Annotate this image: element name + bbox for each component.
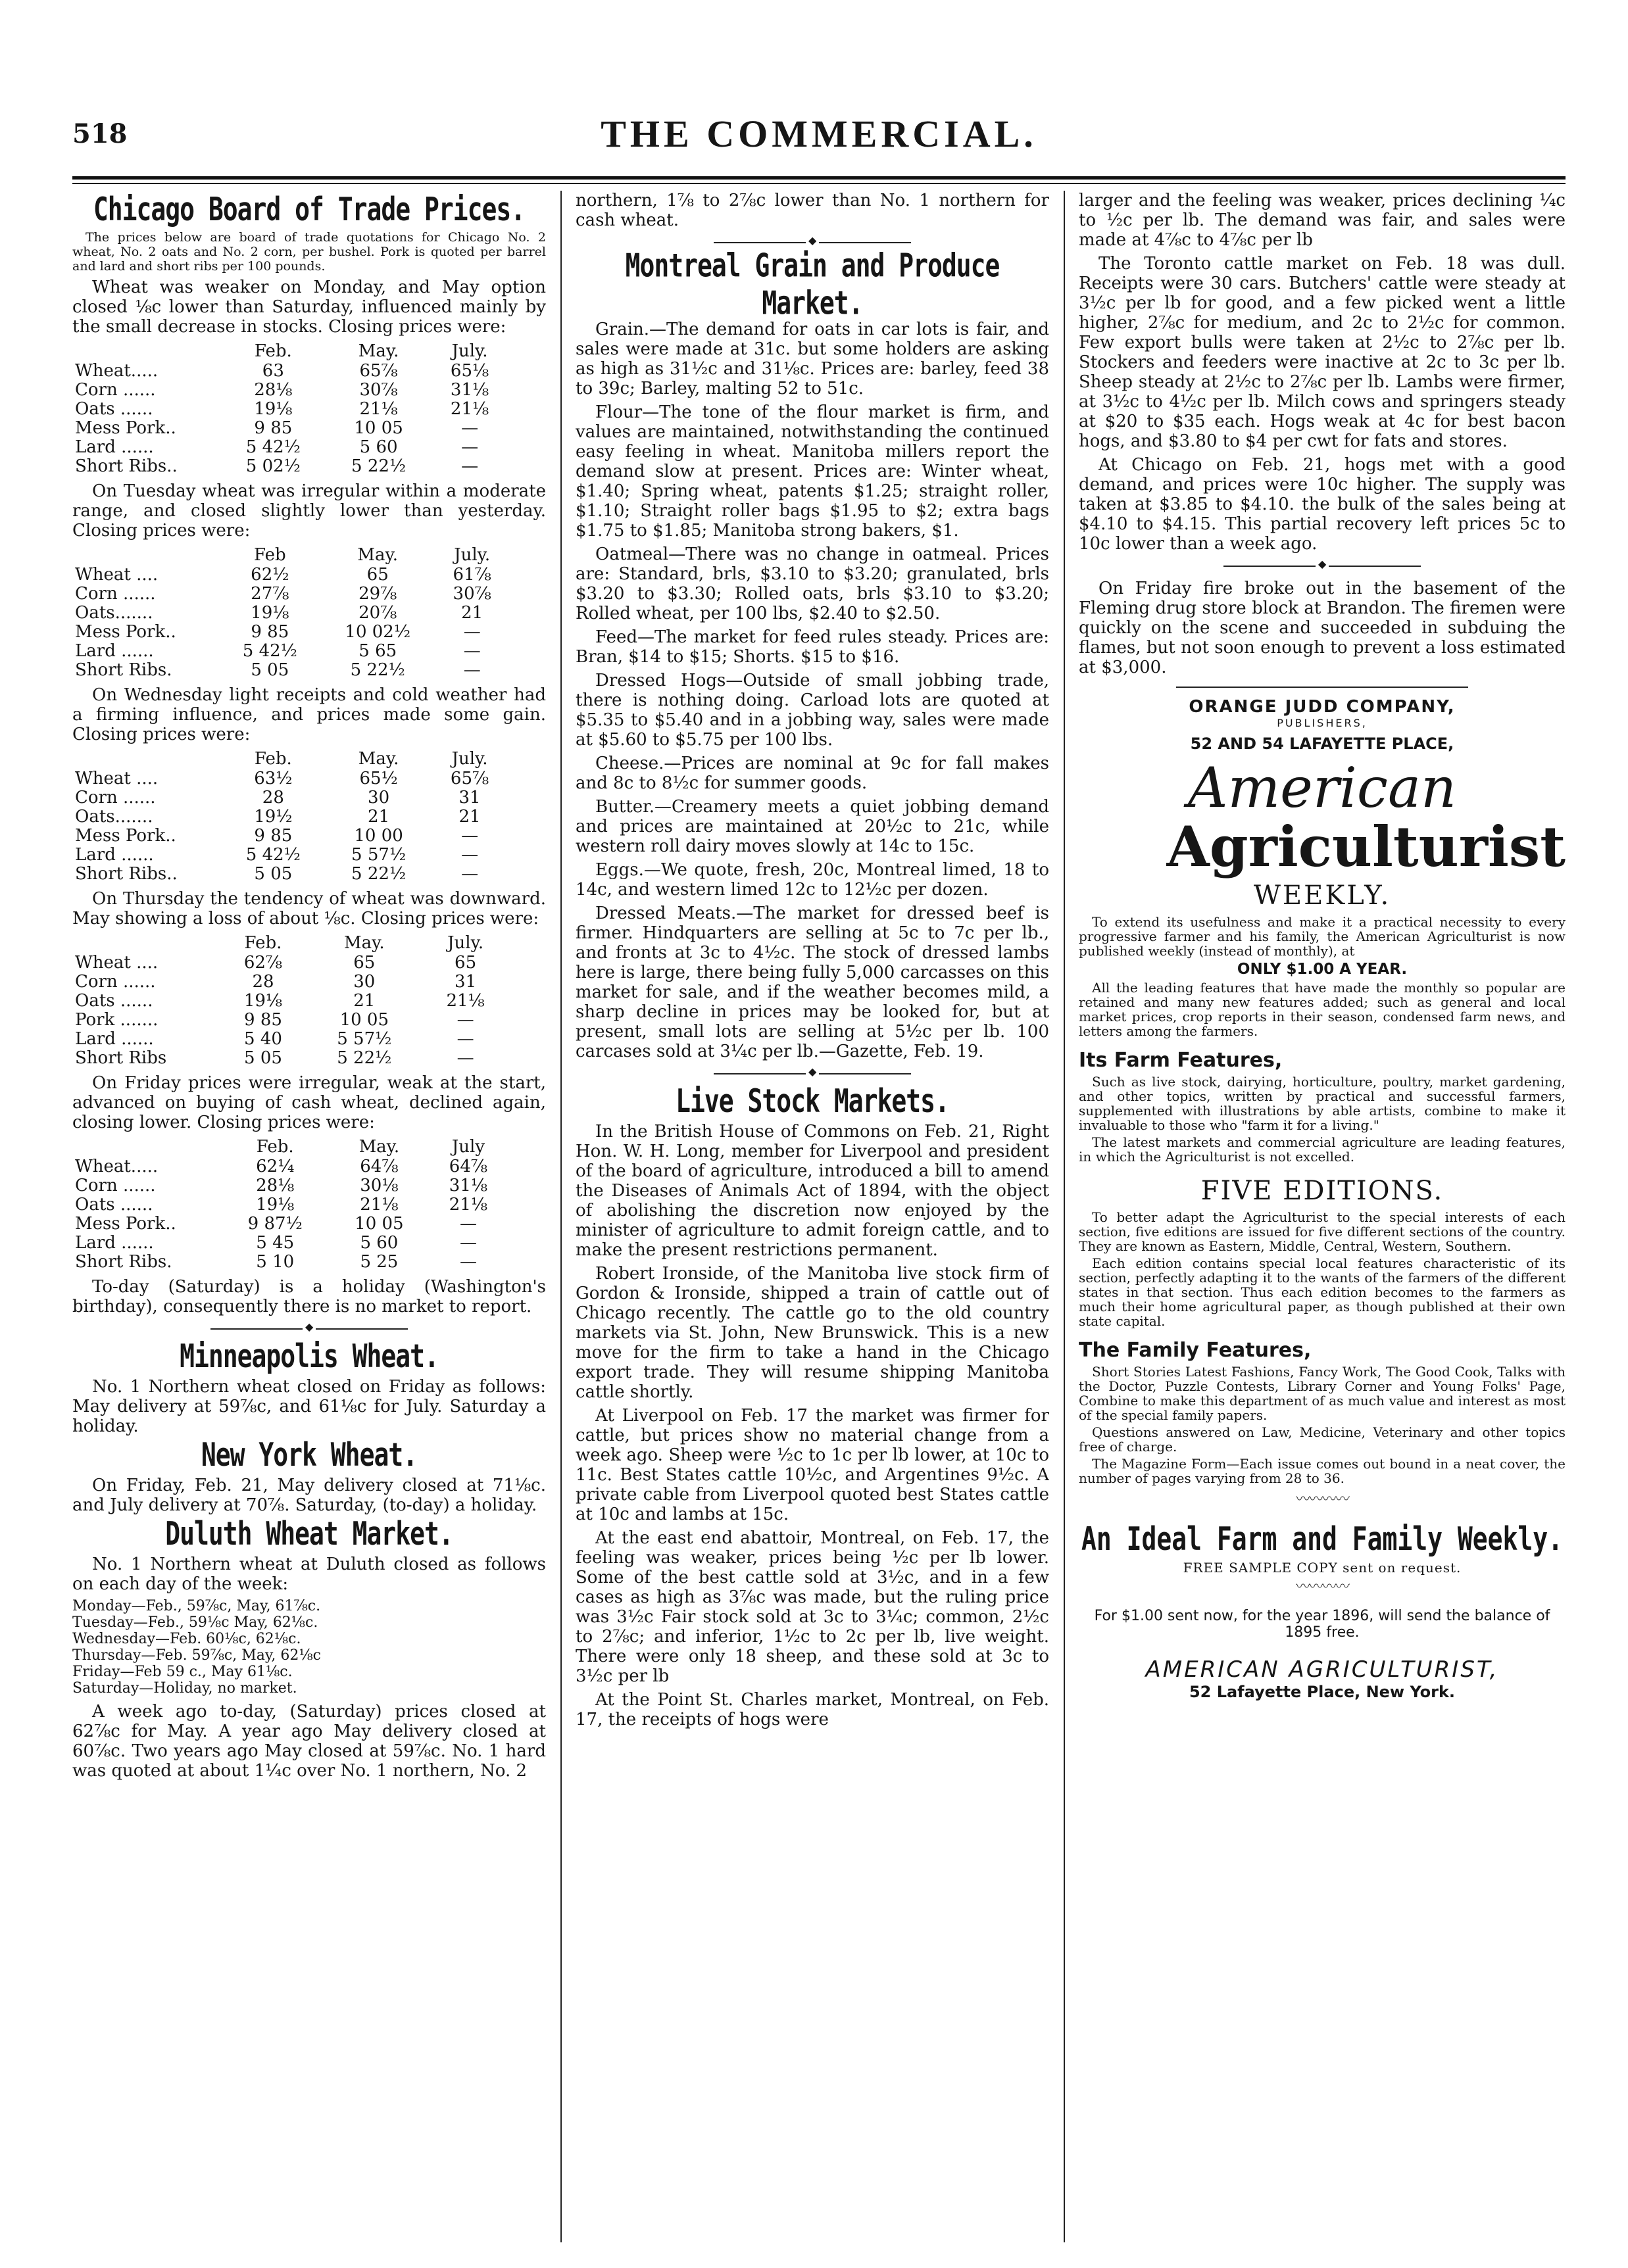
price-cell: 63½ (254, 769, 293, 788)
price-cell: 31⅛ (450, 380, 489, 400)
price-cell: — (461, 437, 479, 457)
header-cell: May. (357, 545, 399, 565)
ad-publishers: PUBLISHERS, (1277, 717, 1368, 729)
montreal-para: Oatmeal—There was no change in oatmeal. Prices are: Standard, brls, $3.10 to $3.20; granulated, brls $3.20 to $3.30; Rolled oats, brls $3.10 to $3.20; Rolled wheat, per 100 lbs, $2.40 to $2.50. (576, 544, 1049, 623)
table-row (72, 566, 508, 585)
price-cell: — (461, 826, 479, 846)
price-cell: 31 (455, 972, 477, 992)
price-cell: 10 05 (339, 1010, 389, 1030)
montreal-para: Cheese.—Prices are nominal at 9c for fall makes and 8c to 8½c for summer goods. (576, 754, 1049, 793)
advertisement (1079, 697, 1566, 1701)
section-separator (714, 242, 911, 243)
price-cell: 5 60 (360, 1233, 399, 1253)
ad-title-american: American (1187, 756, 1457, 820)
price-cell: 21⅛ (449, 1195, 488, 1215)
ad-weekly: WEEKLY. (1253, 881, 1391, 911)
price-cell: 30⅛ (360, 1176, 399, 1195)
price-cell: 5 05 (244, 1048, 282, 1068)
commodity-cell: Wheat..... (75, 361, 159, 381)
header-cell: Feb (254, 545, 286, 565)
ad-title-agriculturist: Agriculturist (1166, 814, 1566, 879)
montreal-para: Dressed Meats.—The market for dressed beef is firmer. Hindquarters are selling at 5c to 7c per lb., and fronts at 3c to 4½c. The stock of dressed lambs here is large, there being fully 5,000 carcasses on this market for sale, and if the weather becomes mild, a sharp decline in prices may be looked for, but at present, small lots are selling at 5½c per lb. 100 carcases sold at 3¼c per lb.—Gazette, Feb. 19. (576, 904, 1049, 1061)
col3-para: At Chicago on Feb. 21, hogs met with a good demand, and prices were 10c higher. The supply was taken at $3.85 to $4.10. the bulk of the sales being at $4.10 to $4.15. This partial recovery left prices 5c to 10c lower than a week ago. (1079, 455, 1566, 554)
table-row (72, 1157, 508, 1176)
price-cell: 21⅛ (446, 991, 485, 1011)
ad-five-title: FIVE EDITIONS. (1200, 1176, 1444, 1206)
price-cell: — (463, 660, 481, 680)
price-cell: 9 85 (254, 418, 293, 438)
livestock-para: Robert Ironside, of the Manitoba live stock firm of Gordon & Ironside, shipped a train of cattle out of Chicago recently. The cattle go to the old country markets via St. John, New Brunswick. This is a new move for the firm to take a hand in the Chicago export trade. They will resume shipping Manitoba cattle shortly. (576, 1264, 1049, 1402)
livestock-para: At the east end abattoir, Montreal, on Feb. 17, the feeling was weaker, prices being ½c per lb lower. Some of the best cattle sold at 3½c, and in a few cases as high as 3⅞c was made, but the ruling price was 3½c Fair stock sold at 3c to 3¼c; common, 2½c to 2⅞c; and inferior, 1½c to 2c per lb, live weight. There were only 18 sheep, and these sold at 3c to 3½c per lb (576, 1528, 1049, 1686)
price-cell: 5 25 (360, 1252, 399, 1272)
price-cell: 30⅞ (453, 584, 491, 604)
header-cell: July. (451, 341, 488, 361)
commodity-cell: Wheat .... (75, 565, 159, 585)
price-cell: 5 05 (251, 660, 289, 680)
livestock-title: Live Stock Markets. (676, 1082, 949, 1120)
price-cell: 65 (366, 565, 389, 585)
price-cell: 30 (353, 972, 376, 992)
chicago-tuesday: On Tuesday wheat was irregular within a moderate range, and closed slightly lower than yesterday. Closing prices were: (72, 481, 546, 541)
price-cell: 19½ (254, 807, 293, 827)
header-cell: Feb. (244, 933, 282, 953)
duluth-day: Monday—Feb., 59⅞c, May, 61⅞c. (72, 1598, 321, 1614)
table-row (72, 827, 508, 846)
table-row (72, 400, 508, 419)
chicago-note: The prices below are board of trade quotations for Chicago No. 2 wheat, No. 2 oats and No. 2 corn, per bushel. Pork is quoted per barrel and lard and short ribs per 100 pounds. (72, 230, 546, 274)
table-row (72, 419, 508, 438)
commodity-cell: Oats ...... (75, 399, 153, 419)
price-cell: 9 85 (254, 826, 293, 846)
ad-features: All the leading features that have made the monthly so popular are retained and many new features added; such as general and local market prices, crop reports in their season, condensed farm news, and letters among the farmers. (1079, 980, 1566, 1039)
price-cell: — (456, 1048, 474, 1068)
price-cell: 9 85 (251, 622, 289, 642)
fire-news: On Friday fire broke out in the basement of the Fleming drug store block at Brandon. The firemen were quickly on the scene and succeeded in subduing the flames, but not soon enough to prevent a loss estimated at $3,000. (1079, 579, 1566, 677)
commodity-cell: Corn ...... (75, 1176, 156, 1195)
table-row (72, 623, 508, 642)
column-divider (1064, 191, 1065, 2242)
price-cell: 28 (262, 788, 284, 808)
price-table-thursday (72, 932, 508, 1068)
commodity-cell: Pork ....... (75, 1010, 159, 1030)
header-cell: July. (454, 545, 491, 565)
livestock-para: In the British House of Commons on Feb. 21, Right Hon. W. H. Long, member for Liverpool and president of the board of agriculture, introduced a bill to amend the Diseases of Animals Act of 1894, with the object of abolishing the discretion now enjoyed by the minister of agriculture to admit foreign cattle, and to make the present restrictions permanent. (576, 1122, 1049, 1260)
price-cell: 19⅛ (256, 1195, 295, 1215)
price-cell: 5 40 (244, 1029, 282, 1049)
ad-intro: To extend its usefulness and make it a practical necessity to every progressive farmer and his family, the American Agriculturist is now published weekly (instead of monthly), at (1079, 914, 1566, 959)
price-cell: 9 87½ (247, 1214, 303, 1234)
table-row (72, 769, 508, 788)
price-cell: 64⅞ (360, 1157, 399, 1176)
commodity-cell: Lard ...... (75, 1233, 154, 1253)
price-cell: 5 22½ (351, 864, 407, 884)
table-row (72, 865, 508, 884)
price-cell: 21 (458, 807, 481, 827)
chicago-thursday: On Thursday the tendency of wheat was downward. May showing a loss of about ⅛c. Closing prices were: (72, 889, 546, 929)
price-cell: 9 85 (244, 1010, 282, 1030)
price-cell: — (461, 864, 479, 884)
montreal-title: Montreal Grain and Produce Market. (625, 246, 1000, 322)
minneapolis-title: Minneapolis Wheat. (180, 1337, 439, 1375)
price-cell: 5 02½ (245, 456, 301, 476)
table-row (72, 381, 508, 400)
header-cell: May. (358, 749, 399, 769)
price-cell: 19⅛ (254, 399, 293, 419)
table-row (72, 846, 508, 865)
duluth-day: Tuesday—Feb., 59⅛c May, 62⅛c. (72, 1614, 318, 1631)
price-cell: 5 42½ (245, 845, 301, 865)
commodity-cell: Oats ...... (75, 1195, 153, 1215)
price-cell: 19⅛ (243, 991, 283, 1011)
price-cell: 5 10 (256, 1252, 295, 1272)
header-cell: July. (447, 933, 484, 953)
ad-five-text2: Each edition contains special local features characteristic of its section, perfectly adapting it to the wants of the farmers of the different states in that section. Thus each edition becomes to the farmers as much their home agricultural paper, as though published at their own state capital. (1079, 1255, 1566, 1329)
commodity-cell: Corn ...... (75, 972, 156, 992)
price-cell: 65½ (359, 769, 398, 788)
column-3 (1079, 191, 1566, 2242)
duluth-closing: A week ago to-day, (Saturday) prices closed at 62⅞c for May. A year ago May delivery closed at 60⅞c. Two years ago May closed at 59⅞c. No. 1 hard was quoted at about 1¼c over No. 1 northern, No. 2 (72, 1702, 546, 1781)
price-cell: 65⅛ (450, 361, 489, 381)
table-header-row (72, 1136, 508, 1157)
price-cell: 62¼ (256, 1157, 295, 1176)
page-header (72, 99, 1566, 171)
table-row (72, 992, 508, 1011)
price-cell: — (459, 1252, 477, 1272)
column-1 (72, 191, 546, 2242)
newyork-title: New York Wheat. (201, 1436, 418, 1474)
commodity-cell: Corn ...... (75, 380, 156, 400)
table-header-row (72, 932, 508, 953)
commodity-cell: Mess Pork.. (75, 1214, 176, 1234)
ad-company: ORANGE JUDD COMPANY, (1189, 697, 1456, 717)
header-cell (72, 1136, 220, 1157)
ad-magazine: The Magazine Form—Each issue comes out bound in a neat cover, the number of pages varying from 28 to 36. (1079, 1456, 1566, 1486)
commodity-cell: Oats....... (75, 807, 153, 827)
price-cell: 30 (368, 788, 390, 808)
price-cell: 21 (368, 807, 390, 827)
header-cell (72, 748, 220, 769)
table-row (72, 642, 508, 661)
price-cell: 10 05 (355, 1214, 404, 1234)
commodity-cell: Short Ribs. (75, 660, 172, 680)
page-number: 518 (72, 118, 128, 149)
table-row (72, 1253, 508, 1272)
commodity-cell: Wheat..... (75, 1157, 159, 1176)
chicago-wednesday: On Wednesday light receipts and cold weather had a firming influence, and prices made some gain. Closing prices were: (72, 685, 546, 744)
ad-farm-title: Its Farm Features, (1079, 1049, 1283, 1072)
price-table-tuesday (72, 544, 508, 680)
commodity-cell: Wheat .... (75, 769, 159, 788)
table-row (72, 1234, 508, 1253)
price-cell: 5 42½ (245, 437, 301, 457)
price-cell: 63 (262, 361, 284, 381)
price-cell: 62⅞ (243, 953, 283, 973)
chicago-intro: Wheat was weaker on Monday, and May option closed ⅛c lower than Saturday, influenced mainly by the small decrease in stocks. Closing prices were: (72, 277, 546, 337)
table-row (72, 1049, 508, 1068)
table-row (72, 661, 508, 680)
price-cell: 64⅞ (449, 1157, 488, 1176)
price-cell: 27⅞ (251, 584, 289, 604)
price-cell: 5 42½ (242, 641, 297, 661)
chicago-title: Chicago Board of Trade Prices. (93, 191, 526, 228)
price-cell: 31⅛ (449, 1176, 488, 1195)
commodity-cell: Short Ribs.. (75, 864, 178, 884)
col3-continuation: larger and the feeling was weaker, prices declining ¼c to ½c per lb. The demand was fair, and sales were made at 4⅞c to 4⅞c per lb (1079, 191, 1566, 250)
newyork-text: On Friday, Feb. 21, May delivery closed at 71⅛c. and July delivery at 70⅞. Saturday, (to-day) a holiday. (72, 1476, 546, 1515)
price-cell: 10 00 (354, 826, 403, 846)
table-row (72, 1011, 508, 1030)
price-table-monday (72, 341, 508, 476)
ad-five-text: To better adapt the Agriculturist to the special interests of each section, five editions are issued for five different sections of the country. They are known as Eastern, Middle, Central, Western, Southern. (1079, 1209, 1566, 1254)
wavy-ornament: 〰〰〰〰 (1295, 1491, 1348, 1508)
montreal-para: Grain.—The demand for oats in car lots is fair, and sales were made at 31c. but some holders are asking as high as 31½c and 31⅛c. Prices are: barley, feed 38 to 39c; Barley, malting 52 to 51c. (576, 320, 1049, 398)
price-cell: 19⅛ (251, 603, 289, 623)
commodity-cell: Oats....... (75, 603, 153, 623)
commodity-cell: Mess Pork.. (75, 418, 176, 438)
price-cell: — (461, 418, 479, 438)
table-row (72, 808, 508, 827)
table-row (72, 788, 508, 808)
duluth-day: Thursday—Feb. 59⅞c, May, 62⅛c (72, 1647, 321, 1664)
commodity-cell: Short Ribs. (75, 1252, 172, 1272)
table-row (72, 1215, 508, 1234)
ad-questions: Questions answered on Law, Medicine, Veterinary and other topics free of charge. (1079, 1424, 1566, 1455)
price-cell: — (459, 1214, 477, 1234)
price-cell: 65⅞ (359, 361, 398, 381)
price-cell: — (463, 622, 481, 642)
price-cell: 5 45 (256, 1233, 295, 1253)
column-2 (576, 191, 1049, 2242)
minneapolis-text: No. 1 Northern wheat closed on Friday as follows: May delivery at 59⅞c, and 61⅛c for July. Saturday a holiday. (72, 1377, 546, 1436)
price-cell: — (459, 1233, 477, 1253)
commodity-cell: Mess Pork.. (75, 622, 176, 642)
col3-para: The Toronto cattle market on Feb. 18 was dull. Receipts were 30 cars. Butchers' cattle were steady at 3½c per lb for good, and a few picked went a little higher, 2⅞c for medium, and 2c to 2½c for common. Few export bulls were taken at 2½c to 2⅞c per lb. Stockers and feeders were inactive at 2c to 3c per lb. Sheep steady at 2½c to 2⅞c per lb. Lambs were firmer, at 3½c to 4½c per lb. Milch cows and springers steady at $20 to $35 each. Hogs weak at 4c for best bacon hogs, and $3.80 to $4 per cwt for fats and stores. (1079, 254, 1566, 451)
ad-family-title: The Family Features, (1079, 1339, 1312, 1362)
price-cell: — (461, 845, 479, 865)
commodity-cell: Short Ribs.. (75, 456, 178, 476)
montreal-para: Feed—The market for feed rules steady. Prices are: Bran, $14 to $15; Shorts. $15 to $16. (576, 627, 1049, 667)
ad-family-text: Short Stories Latest Fashions, Fancy Work, The Good Cook, Talks with the Doctor, Puzzle Contests, Library Corner and Young Folks' Page, Combine to make this department of as much value and interest as most of the special family papers. (1079, 1364, 1566, 1423)
header-cell (72, 341, 220, 362)
commodity-cell: Lard ...... (75, 641, 154, 661)
price-cell: 31 (458, 788, 481, 808)
table-row (72, 362, 508, 381)
header-cell: Feb. (254, 749, 292, 769)
price-cell: 29⅞ (358, 584, 397, 604)
livestock-para: At the Point St. Charles market, Montreal, on Feb. 17, the receipts of hogs were (576, 1690, 1049, 1729)
chicago-closing: To-day (Saturday) is a holiday (Washington's birthday), consequently there is no market to report. (72, 1277, 546, 1316)
price-cell: 21⅛ (450, 399, 489, 419)
price-cell: 5 05 (254, 864, 293, 884)
price-cell: 5 22½ (350, 660, 405, 680)
section-separator (210, 1328, 408, 1330)
header-rule (72, 176, 1566, 180)
price-cell: 20⅞ (358, 603, 397, 623)
price-table-wednesday (72, 748, 508, 884)
livestock-para: At Liverpool on Feb. 17 the market was firmer for cattle, but prices show no material change from a week ago. Sheep were ½c to 1c per lb lower, at 10c to 11c. Best States cattle 10½c, and Argentines 9½c. A private cable from Liverpool quoted best States cattle at 10c and lambs at 15c. (576, 1406, 1049, 1524)
price-cell: 10 05 (354, 418, 403, 438)
commodity-cell: Lard ...... (75, 1029, 154, 1049)
table-row (72, 1195, 508, 1215)
price-cell: 65 (353, 953, 376, 973)
commodity-cell: Wheat .... (75, 953, 159, 973)
col2-continuation: northern, 1⅞ to 2⅞c lower than No. 1 northern for cash wheat. (576, 191, 1049, 230)
duluth-intro: No. 1 Northern wheat at Duluth closed as follows on each day of the week: (72, 1555, 546, 1594)
price-cell: 28⅛ (254, 380, 293, 400)
ad-brand-address: 52 Lafayette Place, New York. (1189, 1683, 1456, 1701)
montreal-para: Butter.—Creamery meets a quiet jobbing demand and prices are maintained at 20½c to 21c, while western roll dairy moves slowly at 14c to 15c. (576, 797, 1049, 856)
duluth-day: Friday—Feb 59 c., May 61⅛c. (72, 1664, 293, 1680)
ad-markets-text: The latest markets and commercial agriculture are leading features, in which the Agriculturist is not excelled. (1079, 1134, 1566, 1165)
price-cell: 21 (461, 603, 483, 623)
section-separator (1223, 566, 1421, 567)
table-row (72, 585, 508, 604)
commodity-cell: Oats ...... (75, 991, 153, 1011)
montreal-para: Eggs.—We quote, fresh, 20c, Montreal limed, 18 to 14c, and western limed 12c to 12½c per dozen. (576, 860, 1049, 900)
duluth-title: Duluth Wheat Market. (165, 1514, 453, 1553)
price-cell: 30⅞ (359, 380, 398, 400)
price-cell: 21 (353, 991, 376, 1011)
price-cell: 5 22½ (351, 456, 407, 476)
masthead: THE COMMERCIAL. (601, 112, 1037, 155)
commodity-cell: Mess Pork.. (75, 826, 176, 846)
price-cell: 21⅛ (359, 399, 398, 419)
table-header-row (72, 341, 508, 362)
price-cell: 28 (252, 972, 274, 992)
header-rule-thin (72, 183, 1566, 184)
table-row (72, 604, 508, 623)
duluth-day: Saturday—Holiday, no market. (72, 1680, 297, 1697)
price-cell: 61⅞ (453, 565, 491, 585)
price-cell: 62½ (251, 565, 289, 585)
price-cell: 5 22½ (337, 1048, 392, 1068)
price-cell: — (456, 1010, 474, 1030)
table-row (72, 1176, 508, 1195)
montreal-para: Dressed Hogs—Outside of small jobbing trade, there is nothing doing. Carload lots are quoted at $5.35 to $5.40 and in a jobbing way, sales were made at $5.60 to $5.75 per 100 lbs. (576, 671, 1049, 750)
price-cell: 5 57½ (351, 845, 407, 865)
header-cell: July (451, 1137, 485, 1157)
section-separator (714, 1073, 911, 1074)
price-cell: — (463, 641, 481, 661)
table-row (72, 1030, 508, 1049)
ad-price: ONLY $1.00 A YEAR. (1237, 961, 1408, 978)
ad-ideal: An Ideal Farm and Family Weekly. (1081, 1520, 1564, 1558)
price-cell: 28⅛ (256, 1176, 295, 1195)
price-cell: 65 (455, 953, 477, 973)
header-cell (72, 544, 220, 566)
table-row (72, 973, 508, 992)
header-cell: Feb. (256, 1137, 294, 1157)
column-divider (560, 191, 562, 2242)
table-row (72, 457, 508, 476)
ad-farm-text: Such as live stock, dairying, horticulture, poultry, market gardening, and other topics, written by practical and successful farmers, supplemented with illustrations by able artists, combine to make it invaluable to those who "farm it for a living." (1079, 1074, 1566, 1133)
table-header-row (72, 748, 508, 769)
header-cell: May. (358, 1137, 400, 1157)
commodity-cell: Lard ...... (75, 845, 154, 865)
wavy-ornament: 〰〰〰〰 (1295, 1579, 1348, 1595)
table-header-row (72, 544, 508, 566)
price-cell: 21⅛ (360, 1195, 399, 1215)
ad-free-sample: FREE SAMPLE COPY sent on request. (1183, 1560, 1462, 1576)
header-cell: Feb. (254, 341, 292, 361)
price-cell: 5 57½ (337, 1029, 392, 1049)
price-cell: 10 02½ (345, 622, 411, 642)
header-cell: May. (343, 933, 385, 953)
montreal-para: Flour—The tone of the flour market is firm, and values are maintained, notwithstanding the continued easy feeling in wheat. Manitoba millers report the demand slow at present. Prices are: Winter wheat, $1.40; Spring wheat, patents $1.25; straight roller, $1.10; Straight roller bags $1.95 to $2; extra bags $1.75 to $1.85; Manitoba strong bakers, $1. (576, 402, 1049, 541)
commodity-cell: Corn ...... (75, 584, 156, 604)
price-cell: — (461, 456, 479, 476)
price-table-friday (72, 1136, 508, 1272)
ad-address: 52 AND 54 LAFAYETTE PLACE, (1190, 735, 1454, 753)
ad-brand: AMERICAN AGRICULTURIST, (1145, 1656, 1499, 1683)
table-row (72, 438, 508, 457)
price-cell: 65⅞ (450, 769, 489, 788)
duluth-daily-list (72, 1598, 546, 1697)
table-row (72, 953, 508, 973)
chicago-friday: On Friday prices were irregular, weak at the start, advanced on buying of cash wheat, declined again, closing lower. Closing prices were: (72, 1073, 546, 1132)
newspaper-page (72, 99, 1566, 2242)
price-cell: 5 60 (359, 437, 398, 457)
ad-offer: For $1.00 sent now, for the year 1896, will send the balance of 1895 free. (1094, 1608, 1550, 1641)
header-cell: July. (451, 749, 488, 769)
commodity-cell: Short Ribs (75, 1048, 167, 1068)
header-cell: May. (358, 341, 399, 361)
price-cell: — (456, 1029, 474, 1049)
duluth-day: Wednesday—Feb. 60⅛c, 62⅛c. (72, 1631, 301, 1647)
commodity-cell: Corn ...... (75, 788, 156, 808)
price-cell: 5 65 (358, 641, 397, 661)
header-cell (72, 932, 220, 953)
commodity-cell: Lard ...... (75, 437, 154, 457)
ad-rule (1176, 687, 1468, 688)
